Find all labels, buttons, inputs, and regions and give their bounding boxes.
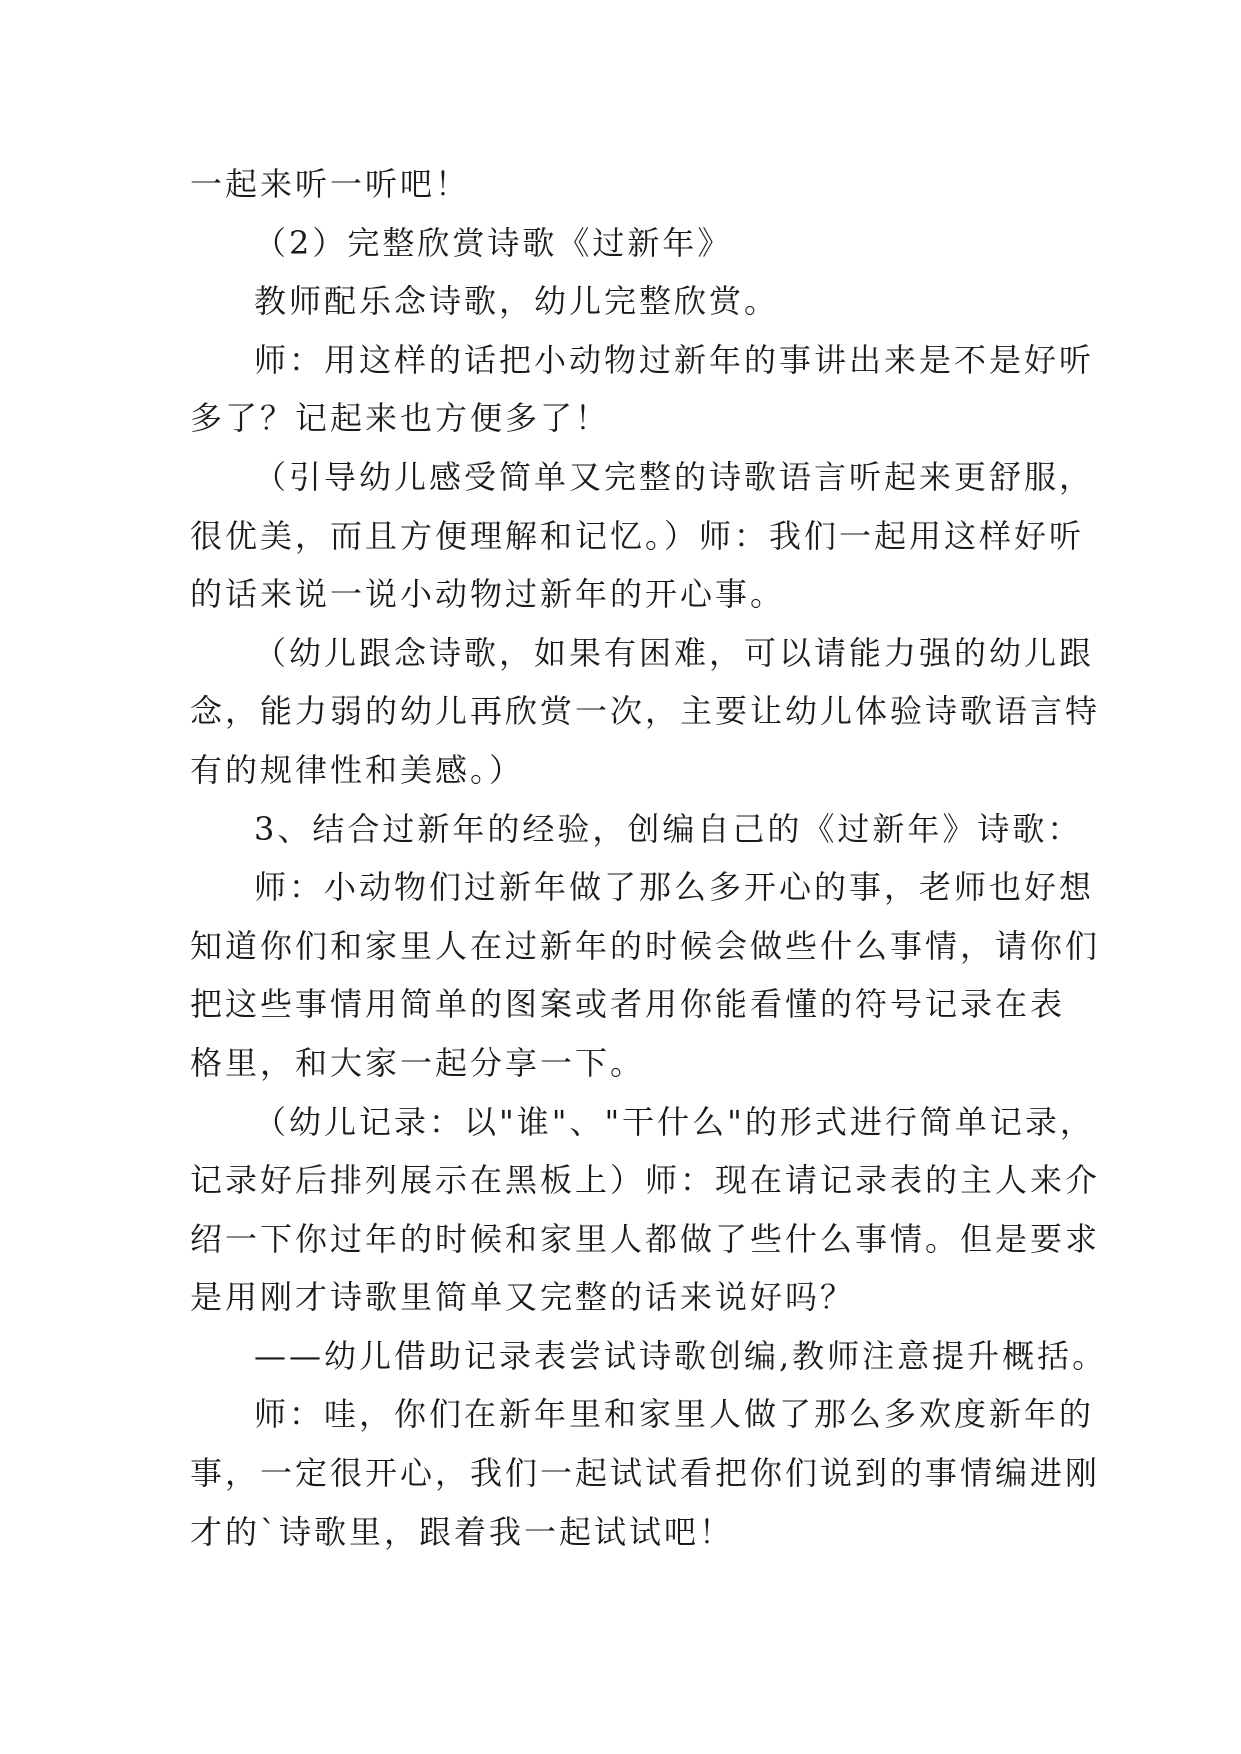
text-line: （幼儿跟念诗歌，如果有困难，可以请能力强的幼儿跟 [254,633,1095,672]
text-line: 念，能力弱的幼儿再欣赏一次，主要让幼儿体验诗歌语言特 [190,692,1101,731]
text-line: 记录好后排列展示在黑板上）师：现在请记录表的主人来介 [190,1161,1101,1200]
document-body [190,155,1108,1561]
text-line: 师：哇，你们在新年里和家里人做了那么多欢度新年的 [254,1395,1095,1434]
text-line: 事，一定很开心，我们一起试试看把你们说到的事情编进刚 [190,1454,1101,1493]
text-line: 是用刚才诗歌里简单又完整的话来说好吗？ [190,1278,856,1317]
text-line: 多了？记起来也方便多了！ [190,399,611,438]
text-line: 绍一下你过年的时候和家里人都做了些什么事情。但是要求 [190,1219,1101,1258]
text-line: ——幼儿借助记录表尝试诗歌创编,教师注意提升概括。 [254,1336,1108,1375]
text-line: 的话来说一说小动物过新年的开心事。 [190,575,786,614]
text-line: 一起来听一听吧！ [190,165,471,203]
text-line: 很优美，而且方便理解和记忆。）师：我们一起用这样好听 [190,516,1085,555]
text-line: 教师配乐念诗歌，幼儿完整欣赏。 [254,282,780,321]
text-line: 格里，和大家一起分享一下。 [190,1043,646,1082]
text-line: （幼儿记录：以"谁"、"干什么"的形式进行简单记录， [254,1102,1095,1141]
text-line: 知道你们和家里人在过新年的时候会做些什么事情，请你们 [190,926,1101,965]
text-line: 把这些事情用简单的图案或者用你能看懂的符号记录在表 [190,985,1066,1024]
text-line: 师：用这样的话把小动物过新年的事讲出来是不是好听 [254,340,1095,379]
text-line: 3、结合过新年的经验，创编自己的《过新年》诗歌： [254,809,1083,848]
text-line: （2）完整欣赏诗歌《过新年》 [254,223,733,262]
text-line: 有的规律性和美感。） [190,750,525,789]
text-line: （引导幼儿感受简单又完整的诗歌语言听起来更舒服， [254,457,1095,496]
text-line: 师：小动物们过新年做了那么多开心的事，老师也好想 [254,868,1095,907]
text-line: 才的`诗歌里，跟着我一起试试吧！ [190,1512,735,1551]
